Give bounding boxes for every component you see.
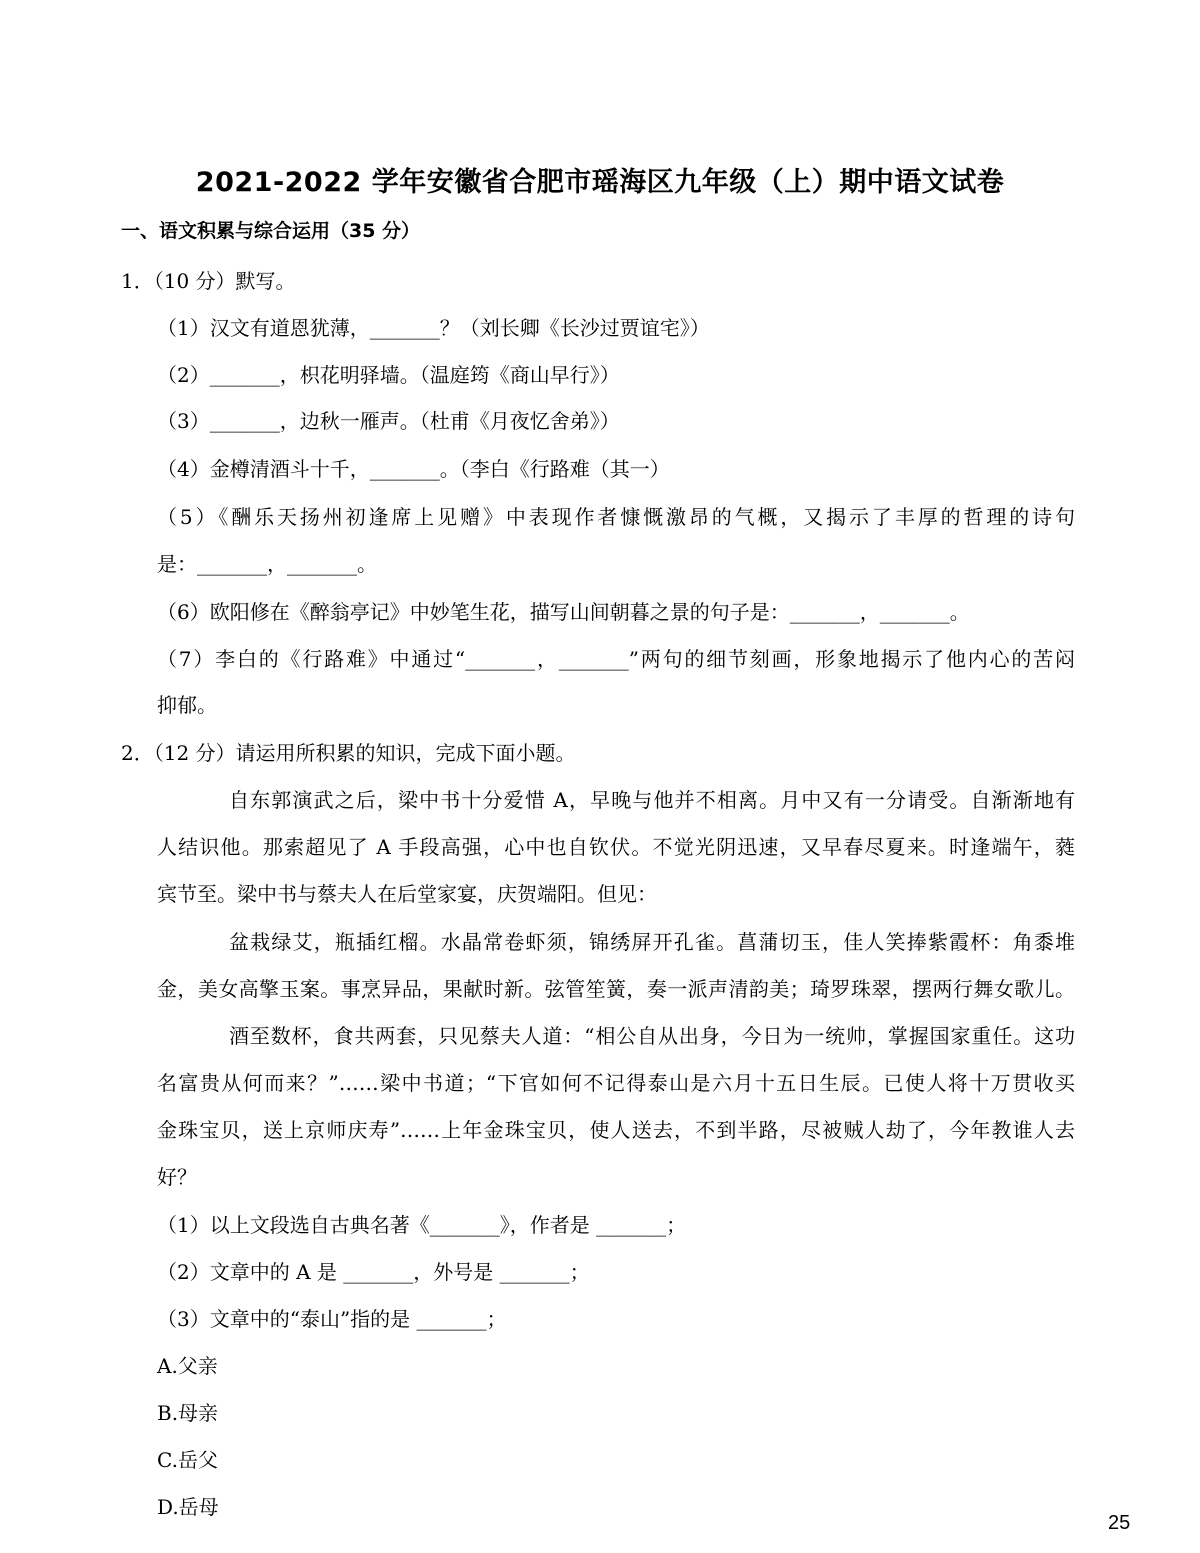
question-1-item: （7）李白的《行路难》中通过“_______，_______”两句的细节刻画，形象地揭示了他内心的苦闷 xyxy=(157,647,1075,671)
question-1-item: （1）汉文有道恩犹薄，_______？（刘长卿《长沙过贾谊宅》） xyxy=(157,316,710,340)
option-c: C.岳父 xyxy=(157,1448,218,1472)
question-1-item: （6）欧阳修在《醉翁亭记》中妙笔生花，描写山间朝暮之景的句子是：_______，_______。 xyxy=(157,600,970,624)
question-1-item: （3）_______，边秋一雁声。（杜甫《月夜忆舍弟》） xyxy=(157,409,620,433)
page-title: 2021-2022 学年安徽省合肥市瑶海区九年级（上）期中语文试卷 xyxy=(195,167,1005,198)
question-2-heading: 2．（12 分）请运用所积累的知识，完成下面小题。 xyxy=(121,741,576,765)
option-b: B.母亲 xyxy=(157,1401,219,1425)
question-1-heading: 1．（10 分）默写。 xyxy=(121,269,296,293)
question-1-item-cont: 抑郁。 xyxy=(157,693,217,717)
question-1-item: （5）《酬乐天扬州初逢席上见赠》中表现作者慷慨激昂的气概，又揭示了丰厚的哲理的诗句 xyxy=(157,505,1075,529)
page-number: 25 xyxy=(1108,1512,1131,1534)
option-d: D.岳母 xyxy=(157,1495,219,1519)
passage-line: 酒至数杯，食共两套，只见蔡夫人道：“相公自从出身，今日为一统帅，掌握国家重任。这功 xyxy=(229,1024,1075,1048)
question-2-sub: （3）文章中的“泰山”指的是 _______； xyxy=(157,1307,507,1331)
passage-line: 名富贵从何而来？”……梁中书道；“下官如何不记得泰山是六月十五日生辰。已使人将十万贯收买 xyxy=(157,1071,1075,1095)
passage-line: 盆栽绿艾，瓶插红榴。水晶常卷虾须，锦绣屏开孔雀。菖蒲切玉，佳人笑捧紫霞杯：角黍堆 xyxy=(229,930,1075,954)
passage-line: 好？ xyxy=(157,1165,197,1189)
question-2-sub: （1）以上文段选自古典名著《_______》，作者是 _______； xyxy=(157,1213,687,1237)
section-heading: 一、语文积累与综合运用（35 分） xyxy=(121,220,421,242)
passage-line: 金，美女高擎玉案。事烹异品，果献时新。弦管笙簧，奏一派声清韵美；琦罗珠翠，摆两行舞女歌儿。 xyxy=(157,977,1075,1001)
question-1-item: （4）金樽清酒斗十千，_______。（李白《行路难（其一） xyxy=(157,457,670,481)
passage-line: 宾节至。梁中书与蔡夫人在后堂家宴，庆贺端阳。但见： xyxy=(157,882,657,906)
question-1-item-cont: 是：_______，_______。 xyxy=(157,552,377,576)
passage-line: 人结识他。那索超见了 A 手段高强，心中也自钦伏。不觉光阴迅速，又早春尽夏来。时逢端午，蕤 xyxy=(157,835,1075,859)
passage-line: 金珠宝贝，送上京师庆寿”……上年金珠宝贝，使人送去，不到半路，尽被贼人劫了，今年教谁人去 xyxy=(157,1118,1075,1142)
passage-line: 自东郭演武之后，梁中书十分爱惜 A，早晚与他并不相离。月中又有一分请受。自渐渐地有 xyxy=(229,788,1075,812)
question-1-item: （2）_______，枳花明驿墙。（温庭筠《商山早行》） xyxy=(157,363,620,387)
question-2-sub: （2）文章中的 A 是 _______，外号是 _______； xyxy=(157,1260,590,1284)
option-a: A.父亲 xyxy=(157,1354,218,1378)
